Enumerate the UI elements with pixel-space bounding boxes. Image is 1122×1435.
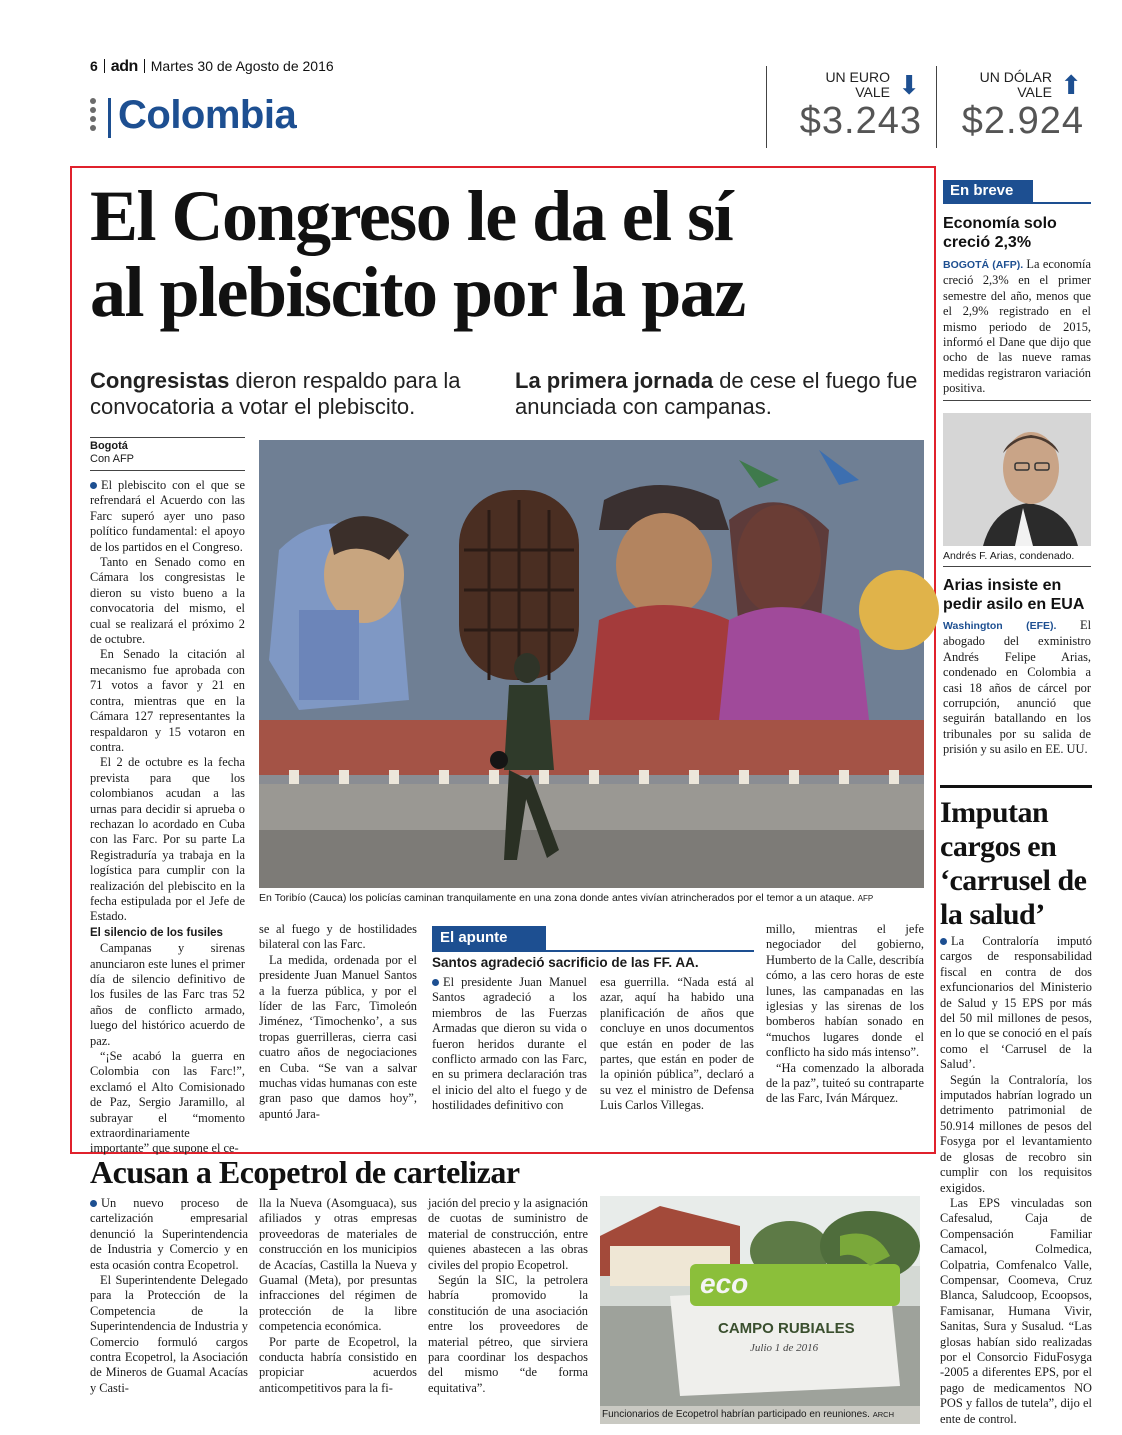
photo-caption-text: En Toribío (Cauca) los policías caminan tranquilamente en una zona donde antes vivían atrincherados por el temor a un ataque.: [259, 892, 855, 904]
deck-left-text: dieron respaldo para la convocatoria a votar el plebiscito.: [90, 368, 461, 419]
page-number: 6: [90, 58, 98, 74]
brand-logo: adn: [110, 58, 138, 75]
paragraph: jación del precio y la asignación de cuotas de suministro de material de construcción, entre quienes abastecen a las obras civiles del propio Ecopetrol.: [428, 1196, 588, 1272]
brief-arias-body: [943, 618, 1092, 757]
byline-agency: Con AFP: [90, 453, 135, 465]
dateline: Washington (EFE).: [943, 620, 1057, 632]
byline: [90, 440, 245, 466]
bullet-icon: [90, 482, 97, 489]
paragraph: Campanas y sirenas anunciaron este lunes el primer día de silencio definitivo de los fusiles de las Farc tras 52 años de conflicto armado, luego del histórico acuerdo de paz.: [90, 941, 245, 1048]
paragraph: se al fuego y de hostilidades bilateral con las Farc.: [259, 922, 417, 952]
bullet-icon: [432, 979, 439, 986]
page-folio: [90, 58, 334, 76]
portrait-caption: Andrés F. Arias, condenado.: [943, 550, 1075, 562]
ecopetrol-headline: Acusan a Ecopetrol de cartelizar: [90, 1154, 520, 1190]
paragraph: esa guerrilla. “Nada está al azar, aquí ha habido una planificación de años que concluye en unos documentos que están en poder de las partes, que están en poder de la opinión pública”, declaró a su vez el ministro de Defensa Luis Carlos Villegas.: [600, 975, 754, 1113]
brief-rule: [943, 202, 1091, 204]
deck-right-text: de cese el fuego fue anunciada con campanas.: [515, 368, 918, 419]
main-column-2: [259, 922, 417, 1150]
ecopetrol-photo-credit: ARCH: [872, 1410, 894, 1419]
main-column-1: [90, 478, 245, 1156]
paragraph: Las EPS vinculadas son Cafesalud, Caja de Compensación Familiar Camacol, Colmedica, Colpatria, Comfenalco Valle, Compensar, Coomeva, Cruz Blanca, Saludcoop, Ecoopsos, Famisanar, Humana Vivir, Sanitas, Sura y Susalud. “Las glosas habían sido realizadas por el Consorcio FiduFosyga -2005 a diferentes EPS, por el pago de medicamentos NO POS y fallos de tutela”, dijo el ente de control.: [940, 1195, 1092, 1426]
portrait-illustration: [943, 413, 1091, 546]
paragraph: El plebiscito con el que se refrendará el Acuerdo con las Farc superó ayer uno paso político fundamental: el apoyo de los partidos en el Congreso.: [90, 478, 245, 554]
ecopetrol-photo-caption-text: Funcionarios de Ecopetrol habrían participado en reuniones.: [602, 1409, 870, 1420]
bullet-icon: [940, 938, 947, 945]
fx-dollar-label: UN DÓLAR: [979, 69, 1052, 85]
byline-rule: [90, 470, 245, 471]
ecopetrol-photo-caption: [602, 1408, 920, 1421]
apunte-column-b: [600, 975, 754, 1150]
main-headline-line1: El Congreso le da el sí: [90, 176, 733, 256]
paragraph: Un nuevo proceso de cartelización empresarial denunció la Superintendencia de Industria y Comercio y en esta ocasión contra Ecopetrol.: [90, 1196, 248, 1272]
brief-economy-body: [943, 257, 1091, 396]
paragraph: millo, mientras el jefe negociador del gobierno, Humberto de la Calle, describía cómo, a las cero horas de este lunes, las campanadas en las iglesias y las sirenas de los bomberos habían sonado en “muchos lugares donde el conflicto ha sido más intenso”.: [766, 922, 924, 1060]
paragraph: Según la SIC, la petrolera habría promovido la constitución de una asociación entre los proveedores de material pétreo, que sirviera para coordinar los despachos del mismo “de forma equitativa”.: [428, 1273, 588, 1395]
imputan-rule: [940, 785, 1092, 788]
photo-caption: [259, 892, 924, 905]
paragraph: El 2 de octubre es la fecha prevista para que los colombianos acudan a las urnas para decidir si aprueba o rechazan lo acordado en Cuba con las Farc. Por su parte La Registraduría ya trabaja en la logística para cumplir con la realización del plebiscito en la fecha estipulada por el Jefe de Estado.: [90, 755, 245, 924]
deck-right-bold: La primera jornada: [515, 368, 714, 393]
dateline: BOGOTÁ (AFP).: [943, 259, 1024, 271]
subhead: El silencio de los fusiles: [90, 926, 223, 939]
fx-dollar-label-2: VALE: [1017, 84, 1052, 100]
ecopetrol-column-3: [428, 1196, 588, 1422]
apunte-title: Santos agradeció sacrificio de las FF. AA.: [432, 955, 699, 970]
apunte-tag: El apunte: [432, 926, 546, 950]
paragraph: lla la Nueva (Asomguaca), sus afiliados y otras empresas proveedoras de materiales de construcción en los municipios de Acacías, Castilla la Nueva y Guamal (Meta), por presuntas infracciones del régimen de protección de la libre competencia económica.: [259, 1196, 417, 1334]
fx-euro-label-2: VALE: [855, 84, 890, 100]
paragraph: El Superintendente Delegado para la Protección de la Competencia de la Superintendencia de Industria y Comercio formuló cargos contra Ecopetrol, la Asociación de Mineros de Guamal Acacías y Casti-: [90, 1273, 248, 1395]
mural-photo: [259, 440, 924, 888]
mural-illustration: [259, 440, 924, 888]
imputan-body: [940, 934, 1092, 1426]
sign-brand: eco: [700, 1268, 749, 1299]
fx-dollar: [940, 70, 1084, 143]
arrow-down-icon: ⬇: [898, 70, 920, 100]
paragraph: “¡Se acabó la guerra en Colombia con las Farc!”, exclamó el Alto Comisionado de Paz, Sergio Jaramillo, al subrayar el “momento extraordinariamente importante” que supone el ce-: [90, 1049, 245, 1156]
fx-dollar-value: $2.924: [961, 100, 1084, 142]
imputan-headline: Imputan cargos en ‘carrusel de la salud’: [940, 796, 1087, 931]
arrow-up-icon: ⬆: [1060, 70, 1082, 100]
paragraph: La Contraloría imputó cargos de responsabilidad fiscal en contra de dos exfuncionarios del Ministerio de Salud y 15 EPS por más del 50 mil millones de pesos, en lo que se conoció en el país como el ‘Carrusel de la Salud’.: [940, 934, 1092, 1072]
bullet-icon: [90, 1200, 97, 1207]
issue-date: Martes 30 de Agosto de 2016: [150, 58, 334, 74]
paragraph: Tanto en Senado como en Cámara los congresistas le dieron su visto bueno a la convocatoria del mismo, el cual se realizará el próximo 2 de octubre.: [90, 555, 245, 647]
paragraph: En Senado la citación al mecanismo fue aprobada con 71 votos a favor y 21 en contra, mientras que en la Cámara 127 representantes la respaldaron y 15 votaron en contra.: [90, 647, 245, 754]
ecopetrol-column-1: [90, 1196, 248, 1422]
main-headline-line2: al plebiscito por la paz: [90, 252, 745, 332]
main-column-5: [766, 922, 924, 1150]
paragraph: Por parte de Ecopetrol, la conducta habría consistido en propiciar acuerdos anticompetitivos para la fi-: [259, 1334, 417, 1395]
section-title: Colombia: [118, 93, 297, 137]
paragraph: Según la Contraloría, los imputados habrían logrado un detrimento patrimonial de 50.914 millones de pesos del Fosyga por el levantamiento de glosas de recobro sin cumplir con los requisitos exigidos.: [940, 1072, 1092, 1195]
sign-title: CAMPO RUBIALES: [718, 1320, 855, 1337]
deck-right: [515, 368, 927, 420]
paragraph: “Ha comenzado la alborada de la paz”, tuiteó su contraparte de las Farc, Iván Márquez.: [766, 1060, 924, 1106]
paragraph: La medida, ordenada por el presidente Juan Manuel Santos a la fuerza pública, y por el líder de las Farc, Timoleón Jiménez, ‘Timochenko’, a sus tropas guerrilleras, cierra casi cuatro años de negociaciones en Cuba. “Se van a salvar muchas vidas humanas con este gran paso que damos hoy”, apuntó Jara-: [259, 952, 417, 1121]
brief-arias-head: Arias insiste en pedir asilo en EUA: [943, 577, 1085, 613]
apunte-column-a: [432, 975, 587, 1150]
brief-economy-head: Economía solo creció 2,3%: [943, 215, 1057, 251]
portrait-rule: [943, 566, 1091, 567]
byline-place: Bogotá: [90, 440, 128, 452]
photo-credit: AFP: [857, 894, 874, 903]
fx-euro-label: UN EURO: [825, 69, 890, 85]
ecopetrol-column-2: [259, 1196, 417, 1422]
paragraph: El presidente Juan Manuel Santos agradeció a los miembros de las Fuerzas Armadas que dieron su vida o fueron heridos durante el conflicto armado con las Farc, en su primera declaración tras el inicio del alto el fuego y de hostilidades definitivo con: [432, 975, 587, 1113]
portrait-photo: [943, 413, 1091, 546]
paragraph: El abogado del exministro Andrés Felipe Arias, condenado en Colombia a casi 18 años de cárcel por corrupción, anunció que seguirán batallando en los tribunales por su salida de prisión y su asilo en EE. UU.: [943, 618, 1092, 757]
campo-rubiales-photo: [600, 1196, 920, 1424]
main-headline: [90, 178, 930, 330]
campo-rubiales-illustration: [600, 1196, 920, 1406]
deck-left: [90, 368, 500, 420]
byline-rule-top: [90, 437, 245, 438]
apunte-rule: [432, 950, 754, 952]
brief-divider: [943, 400, 1091, 401]
fx-euro: [772, 70, 922, 143]
fx-divider: [766, 66, 767, 148]
section-divider: [108, 98, 111, 138]
paragraph: La economía creció 2,3% en el primer semestre del año, menos que el 2,9% registrado en el mismo periodo de 2015, informó el Dane que dijo que ocho de las nueve ramas medidas registraron variación positiva.: [943, 257, 1091, 396]
deck-left-bold: Congresistas: [90, 368, 230, 393]
brief-tag: En breve: [943, 180, 1033, 202]
sign-date: Julio 1 de 2016: [750, 1342, 819, 1354]
fx-euro-value: $3.243: [799, 100, 922, 142]
section-dots-icon: [90, 98, 98, 134]
fx-divider: [936, 66, 937, 148]
